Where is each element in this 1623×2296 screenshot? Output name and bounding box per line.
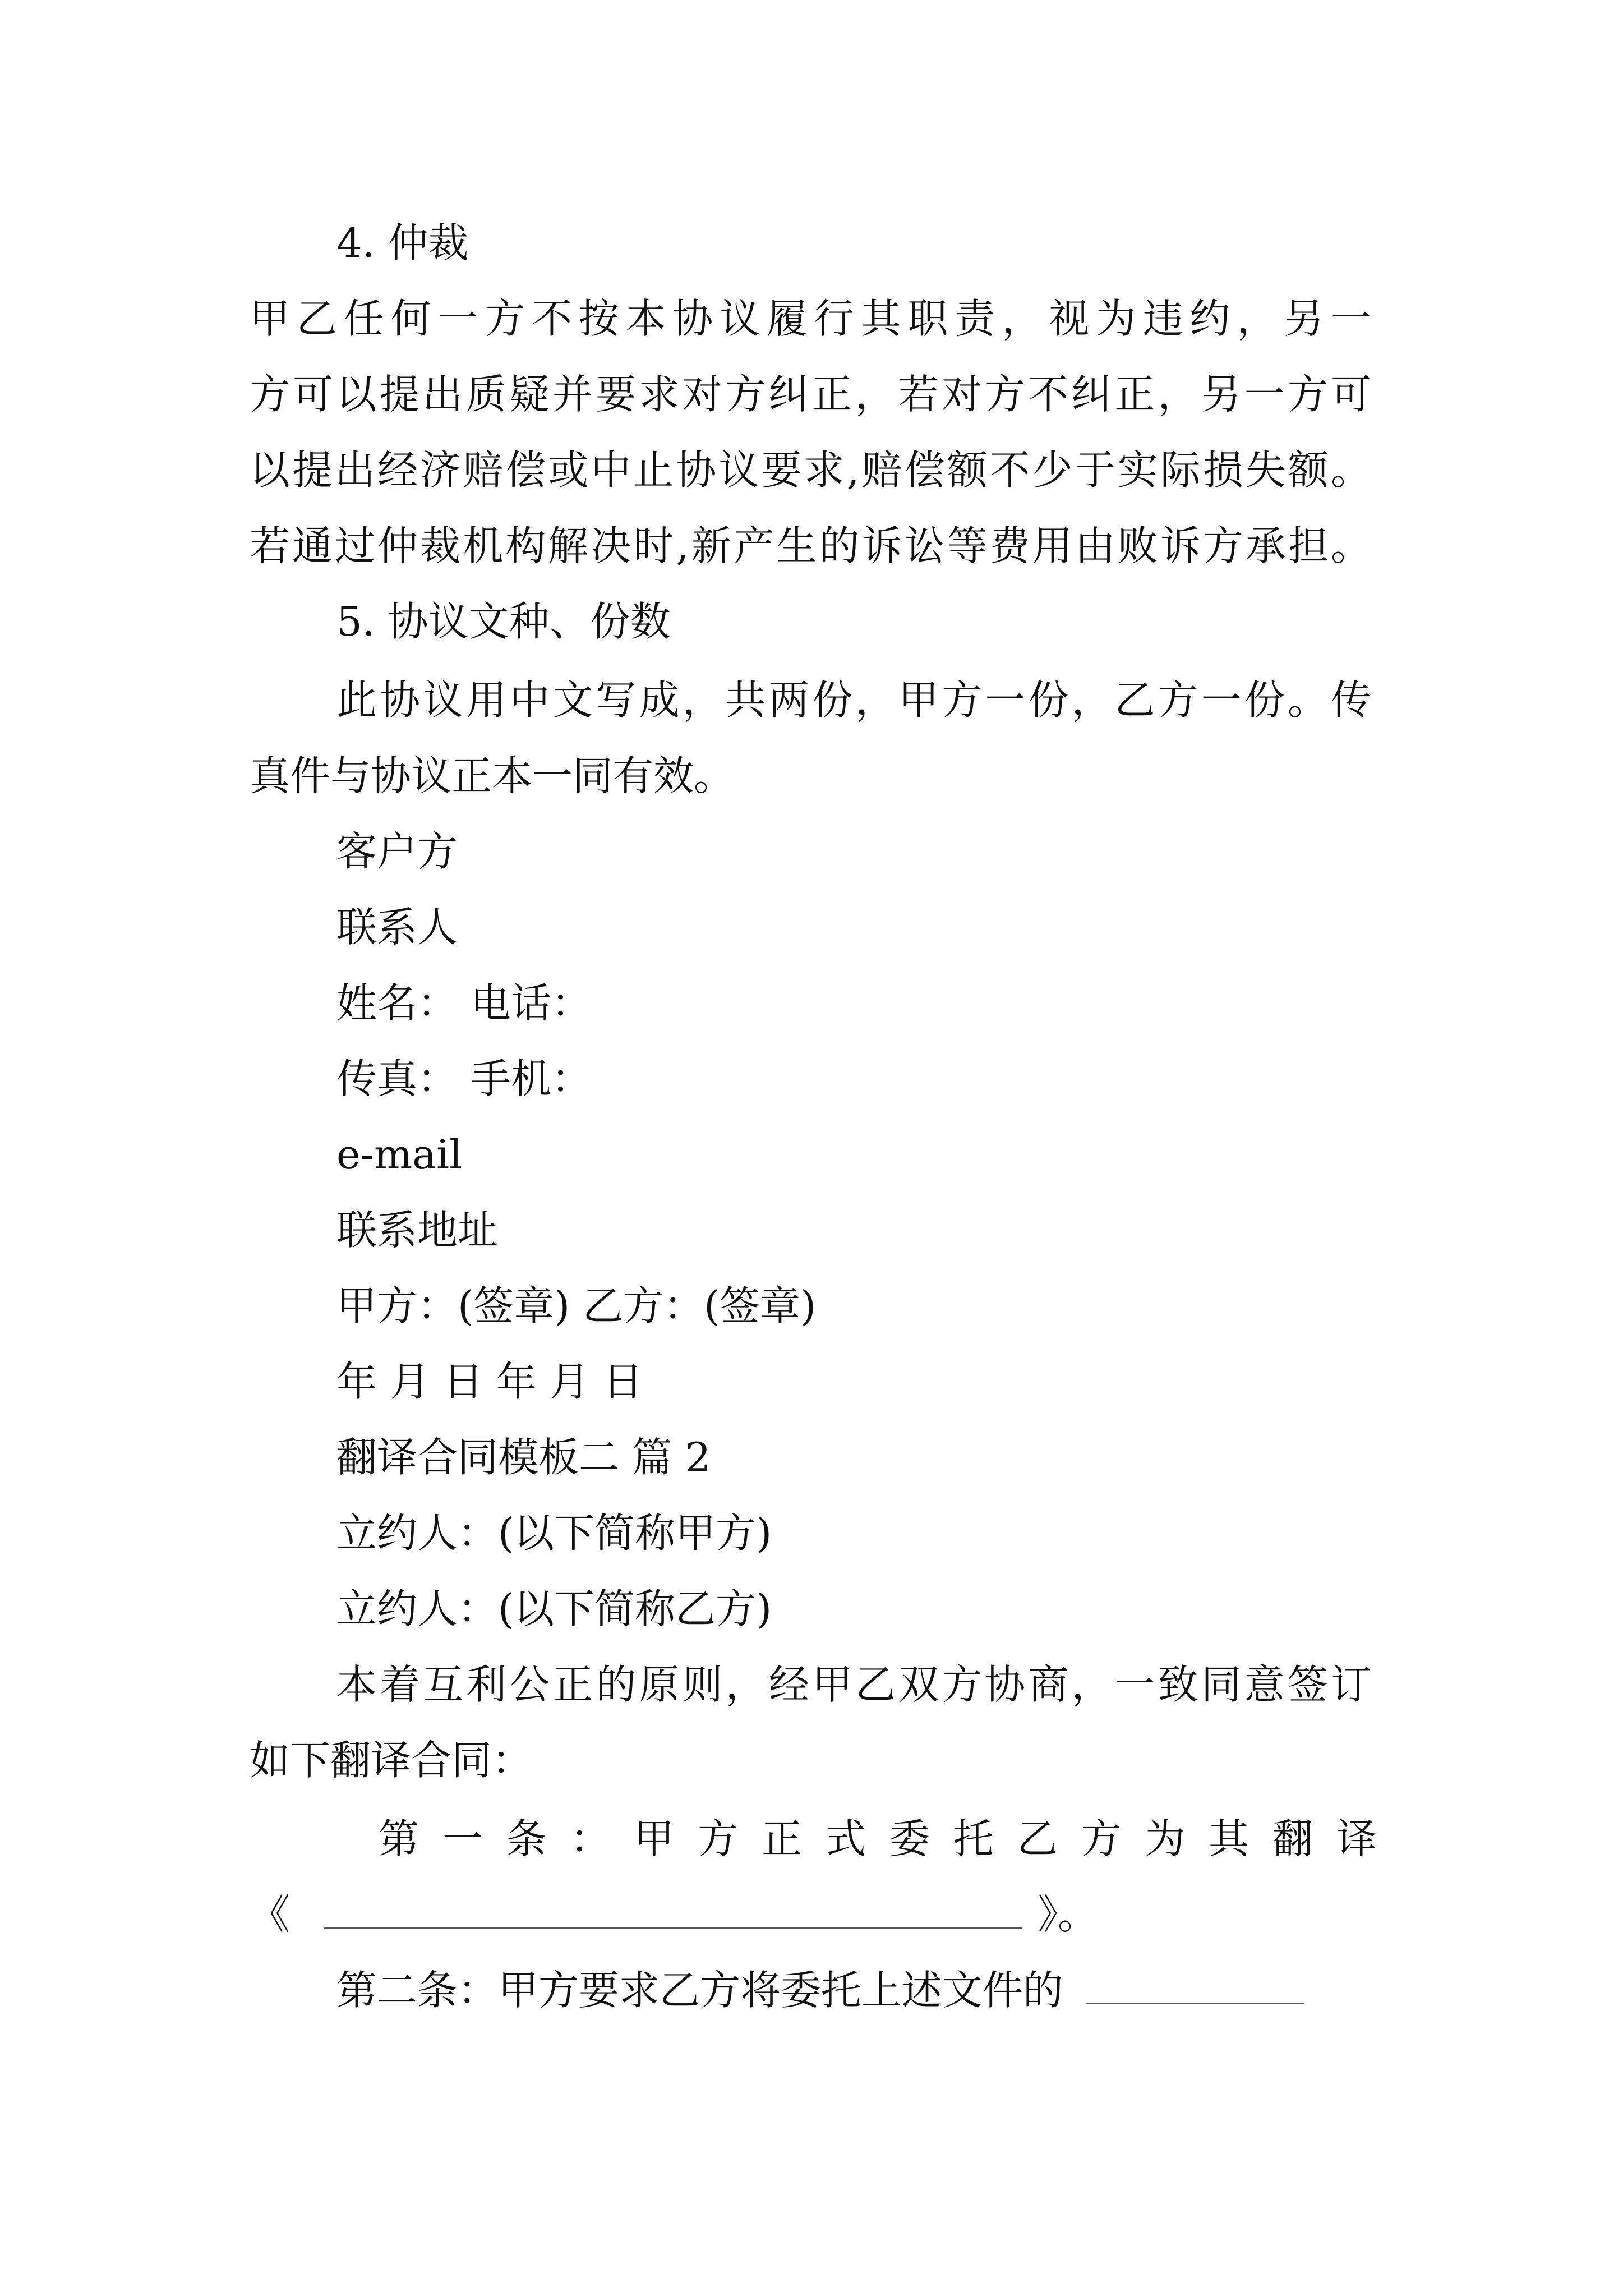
- intro-text-line-1: 本着互利公正的原则，经甲乙双方协商，一致同意签订: [336, 1661, 1371, 1708]
- signature-line: 甲方：(签章) 乙方：(签章): [336, 1282, 817, 1329]
- article-one-char: 式: [826, 1815, 866, 1862]
- party-b-line: 立约人：(以下简称乙方): [336, 1585, 772, 1632]
- fax-mobile-label: 传真： 手机：: [336, 1055, 592, 1102]
- article-two-text: 第二条：甲方要求乙方将委托上述文件的: [336, 1967, 1064, 2014]
- article-one-char: 方: [698, 1815, 739, 1862]
- email-label: e-mail: [336, 1131, 463, 1178]
- document-title-blank: [324, 1892, 1022, 1929]
- section-heading-copies: 5. 协议文种、份数: [336, 598, 671, 645]
- article-one-char: 条: [506, 1815, 547, 1862]
- article-two-blank: [1086, 1968, 1304, 2004]
- article-one-char: 委: [889, 1815, 930, 1862]
- article-one-char: 译: [1336, 1815, 1377, 1862]
- article-one-line-2: [250, 1888, 1098, 1941]
- copies-text-line-1: 此协议用中文写成，共两份，甲方一份，乙方一份。传: [336, 677, 1371, 724]
- article-one-line-1: [379, 1812, 1377, 1866]
- address-label: 联系地址: [336, 1207, 499, 1254]
- intro-text-line-2: 如下翻译合同：: [250, 1737, 533, 1784]
- article-one-char: 托: [953, 1815, 994, 1862]
- copies-text-line-2: 真件与协议正本一同有效。: [250, 752, 735, 799]
- article-one-char: 为: [1145, 1815, 1186, 1862]
- contact-person-label: 联系人: [336, 904, 458, 951]
- article-one-char: 翻: [1272, 1815, 1313, 1862]
- article-one-char: 一: [442, 1815, 483, 1862]
- arbitration-text-line-2: 方可以提出质疑并要求对方纠正，若对方不纠正，另一方可: [250, 371, 1371, 418]
- name-phone-label: 姓名： 电话：: [336, 979, 592, 1027]
- client-label: 客户方: [336, 828, 458, 875]
- article-one-char: 甲: [634, 1815, 675, 1862]
- date-line: 年 月 日 年 月 日: [336, 1358, 643, 1405]
- article-one-char: ：: [570, 1815, 611, 1862]
- article-one-char: 其: [1209, 1815, 1249, 1862]
- section-heading-arbitration: 4. 仲裁: [336, 219, 469, 266]
- article-two-line: [336, 1963, 1304, 2017]
- article-one-char: 乙: [1017, 1815, 1058, 1862]
- contract-two-title: 翻译合同模板二 篇 2: [336, 1434, 711, 1481]
- title-open-bracket: 《: [250, 1891, 291, 1938]
- article-one-char: 第: [379, 1815, 419, 1862]
- arbitration-text-line-3: 以提出经济赔偿或中止协议要求,赔偿额不少于实际损失额。: [250, 447, 1371, 494]
- party-a-line: 立约人：(以下简称甲方): [336, 1510, 772, 1557]
- article-one-char: 方: [1081, 1815, 1122, 1862]
- article-one-char: 正: [762, 1815, 803, 1862]
- title-close-bracket: 》。: [1038, 1891, 1099, 1938]
- arbitration-text-line-1: 甲乙任何一方不按本协议履行其职责，视为违约，另一: [250, 295, 1371, 342]
- arbitration-text-line-4: 若通过仲裁机构解决时,新产生的诉讼等费用由败诉方承担。: [250, 522, 1371, 569]
